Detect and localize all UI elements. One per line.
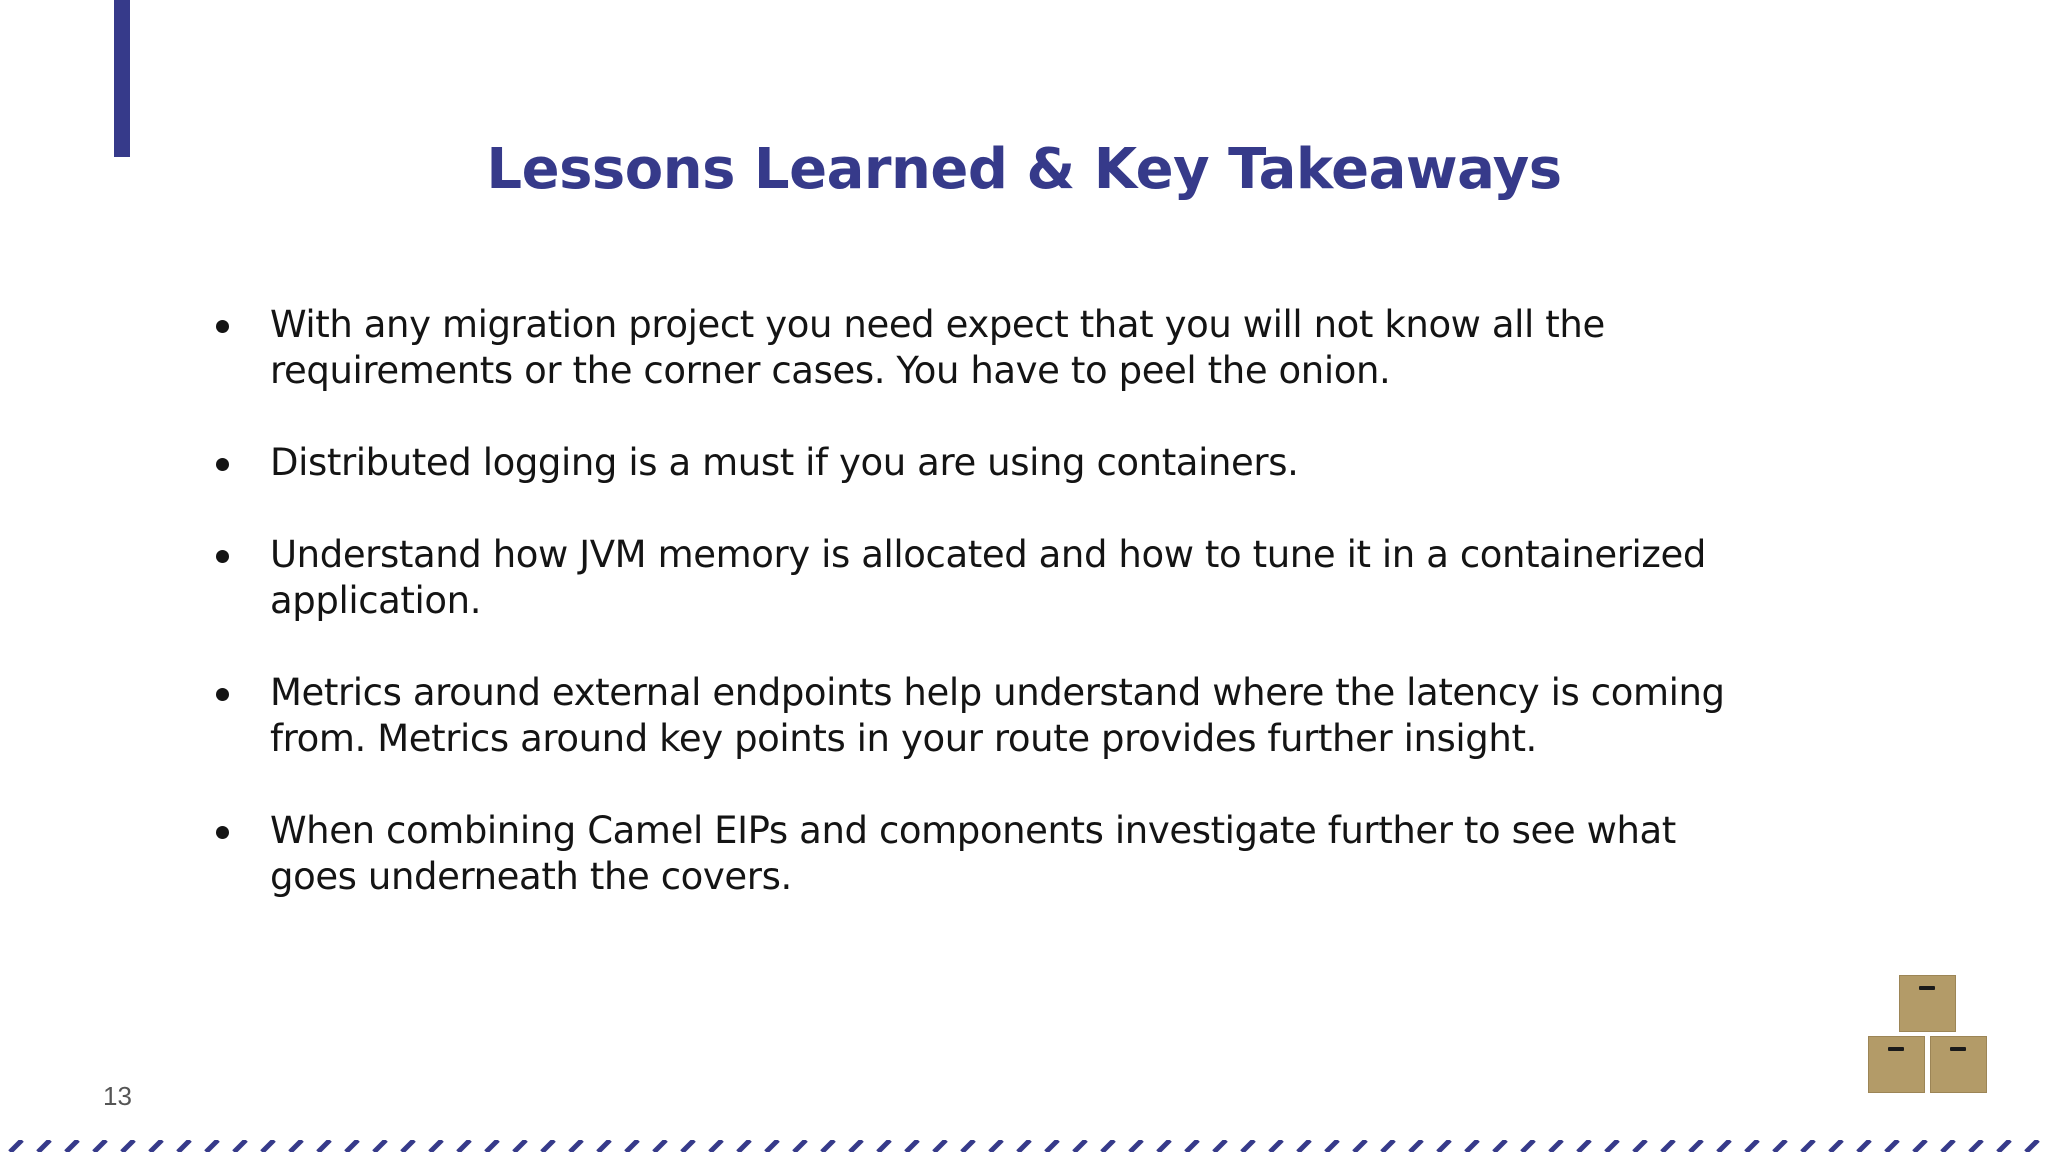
footer-stripe (822, 1140, 834, 1152)
bullet-text: When combining Camel EIPs and components investigate further to see what goes underneath the covers. (270, 809, 1676, 898)
footer-stripe (1326, 1140, 1338, 1152)
footer-stripe (1074, 1140, 1086, 1152)
footer-stripe (1410, 1140, 1422, 1152)
footer-stripe (290, 1140, 302, 1152)
bullet-text: Distributed logging is a must if you are using containers. (270, 441, 1299, 484)
footer-stripe (598, 1140, 610, 1152)
bullet-text: With any migration project you need expect that you will not know all the requirements or the corner cases. You have to peel the onion. (270, 303, 1605, 392)
footer-stripe (1046, 1140, 1058, 1152)
footer-stripes (0, 1140, 2048, 1152)
footer-stripe (1606, 1140, 1618, 1152)
bullet-dot-icon (216, 458, 229, 471)
footer-stripe (626, 1140, 638, 1152)
slide-title: Lessons Learned & Key Takeaways (486, 137, 1562, 202)
page-number: 13 (103, 1081, 132, 1111)
footer-stripe (1858, 1140, 1870, 1152)
footer-stripe (1466, 1140, 1478, 1152)
box-bottom-left-icon (1868, 1036, 1925, 1093)
footer-stripe (1382, 1140, 1394, 1152)
footer-stripe (990, 1140, 1002, 1152)
stacked-boxes-icon (1866, 975, 1990, 1095)
footer-stripe (206, 1140, 218, 1152)
bullet-item (210, 532, 1770, 624)
footer-stripe (94, 1140, 106, 1152)
footer-stripe (1662, 1140, 1674, 1152)
footer-stripe (1494, 1140, 1506, 1152)
bullet-dot-icon (216, 550, 229, 563)
footer-stripe (402, 1140, 414, 1152)
footer-stripe (346, 1140, 358, 1152)
footer-stripe (962, 1140, 974, 1152)
footer-stripe (1298, 1140, 1310, 1152)
footer-stripe (654, 1140, 666, 1152)
bullet-text: Metrics around external endpoints help understand where the latency is coming from. Metrics around key points in your route provides further insight. (270, 671, 1725, 760)
footer-stripe (234, 1140, 246, 1152)
footer-stripe (150, 1140, 162, 1152)
footer-stripe (1102, 1140, 1114, 1152)
footer-stripe (458, 1140, 470, 1152)
footer-stripe (1690, 1140, 1702, 1152)
footer-stripe (430, 1140, 442, 1152)
footer-stripe (1550, 1140, 1562, 1152)
footer-stripe (1970, 1140, 1982, 1152)
footer-stripe (66, 1140, 78, 1152)
footer-stripe (2026, 1140, 2038, 1152)
footer-stripe (1578, 1140, 1590, 1152)
footer-stripe (318, 1140, 330, 1152)
footer-stripe (1214, 1140, 1226, 1152)
footer-stripe (486, 1140, 498, 1152)
footer-stripe (1830, 1140, 1842, 1152)
footer-stripe (1438, 1140, 1450, 1152)
footer-stripe (1634, 1140, 1646, 1152)
bullet-item (210, 670, 1770, 762)
footer-stripe (1802, 1140, 1814, 1152)
box-top-icon (1899, 975, 1956, 1032)
footer-stripe (38, 1140, 50, 1152)
footer-stripe (178, 1140, 190, 1152)
footer-stripe (1270, 1140, 1282, 1152)
footer-stripe (1718, 1140, 1730, 1152)
footer-stripe (766, 1140, 778, 1152)
footer-stripe (682, 1140, 694, 1152)
footer-stripe (514, 1140, 526, 1152)
footer-stripe (1158, 1140, 1170, 1152)
footer-stripe (262, 1140, 274, 1152)
footer-stripe (1998, 1140, 2010, 1152)
footer-stripe (934, 1140, 946, 1152)
bullet-item (210, 440, 1770, 486)
footer-stripe (1774, 1140, 1786, 1152)
bullet-list (210, 302, 1770, 946)
footer-stripe (1942, 1140, 1954, 1152)
box-bottom-right-icon (1930, 1036, 1987, 1093)
footer-stripe (1354, 1140, 1366, 1152)
footer-stripe (878, 1140, 890, 1152)
footer-stripe (1746, 1140, 1758, 1152)
bullet-dot-icon (216, 688, 229, 701)
footer-stripe (710, 1140, 722, 1152)
footer-stripe (1018, 1140, 1030, 1152)
footer-stripe (1242, 1140, 1254, 1152)
footer-stripe (1914, 1140, 1926, 1152)
footer-stripe (122, 1140, 134, 1152)
footer-stripe (794, 1140, 806, 1152)
footer-stripe (850, 1140, 862, 1152)
bullet-dot-icon (216, 826, 229, 839)
footer-stripe (1522, 1140, 1534, 1152)
footer-stripe (1130, 1140, 1142, 1152)
footer-stripe (906, 1140, 918, 1152)
footer-stripe (1886, 1140, 1898, 1152)
footer-stripe (374, 1140, 386, 1152)
footer-stripe (738, 1140, 750, 1152)
footer-stripe (570, 1140, 582, 1152)
footer-stripe (1186, 1140, 1198, 1152)
bullet-dot-icon (216, 320, 229, 333)
bullet-item (210, 302, 1770, 394)
footer-stripe (10, 1140, 22, 1152)
footer-stripe (542, 1140, 554, 1152)
bullet-text: Understand how JVM memory is allocated and how to tune it in a containerized application. (270, 533, 1706, 622)
bullet-item (210, 808, 1770, 900)
